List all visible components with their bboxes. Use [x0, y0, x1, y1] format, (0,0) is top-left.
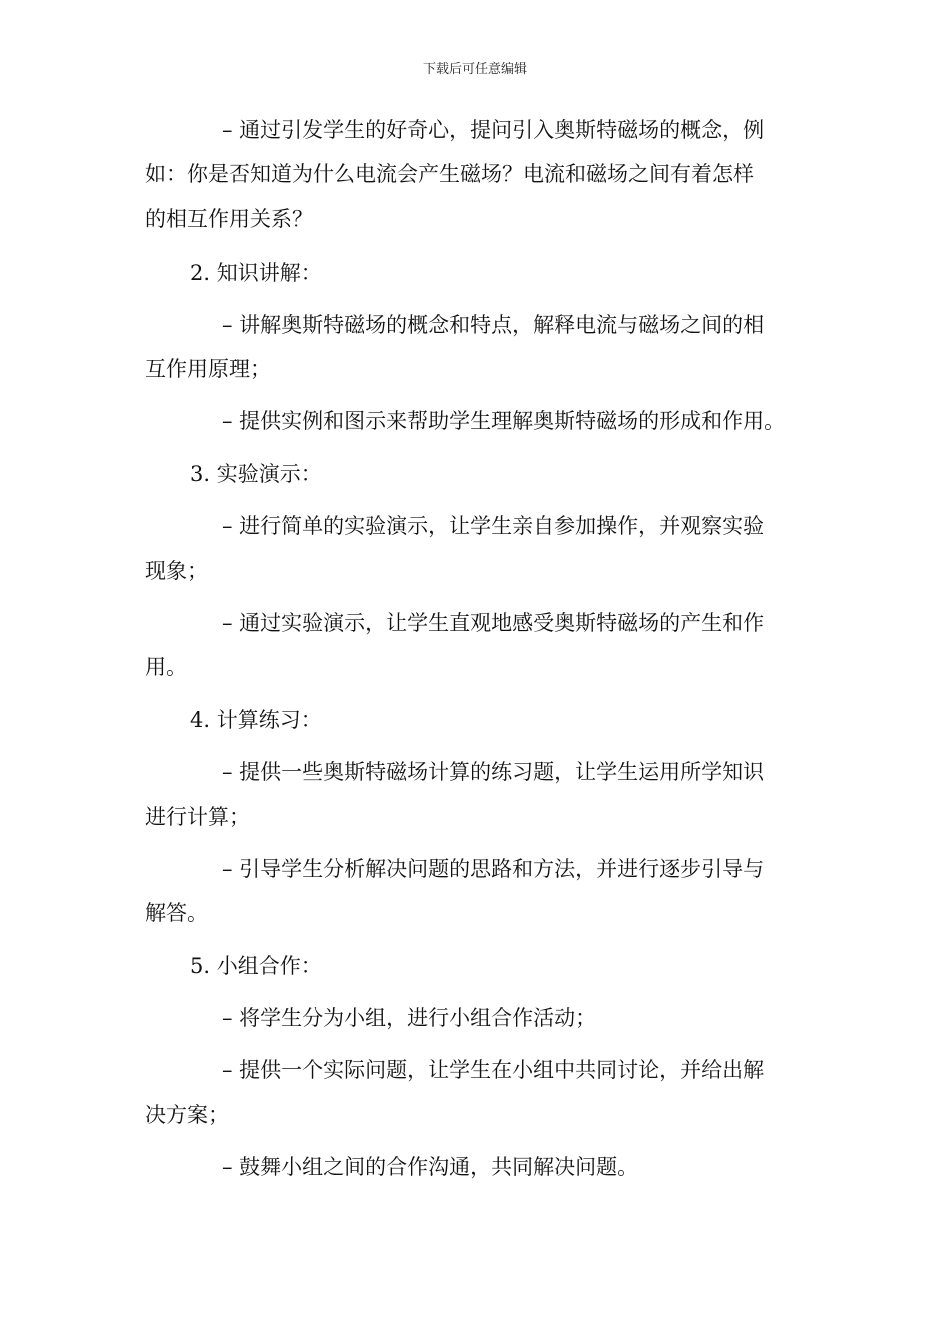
section-3-title: 3. 实验演示： [190, 462, 322, 486]
section-4-bullet-1-line-1: – 提供一些奥斯特磁场计算的练习题，让学生运用所学知识 [222, 760, 765, 784]
section-5-bullet-1-line-1: – 将学生分为小组，进行小组合作活动； [222, 1006, 597, 1030]
section-4-bullet-1-line-2: 进行计算； [145, 805, 250, 829]
section-4-bullet-2-line-2: 解答。 [145, 901, 208, 925]
section-5-bullet-3-line-1: – 鼓舞小组之间的合作沟通，共同解决问题。 [222, 1155, 639, 1179]
section-5-title: 5. 小组合作： [190, 954, 322, 978]
section-3-bullet-2-line-1: – 通过实验演示，让学生直观地感受奥斯特磁场的产生和作 [222, 611, 765, 635]
section-3-bullet-2-line-2: 用。 [145, 655, 187, 679]
intro-line-3: 的相互作用关系？ [145, 207, 313, 231]
intro-line-2: 如：你是否知道为什么电流会产生磁场？电流和磁场之间有着怎样 [145, 162, 754, 186]
section-3-bullet-1-line-1: – 进行简单的实验演示，让学生亲自参加操作，并观察实验 [222, 514, 765, 538]
section-5-bullet-2-line-1: – 提供一个实际问题，让学生在小组中共同讨论，并给出解 [222, 1058, 765, 1082]
section-4-bullet-2-line-1: – 引导学生分析解决问题的思路和方法，并进行逐步引导与 [222, 857, 765, 881]
section-2-title: 2. 知识讲解： [190, 261, 322, 285]
section-2-bullet-2-line-1: – 提供实例和图示来帮助学生理解奥斯特磁场的形成和作用。 [222, 409, 786, 433]
section-5-bullet-2-line-2: 决方案； [145, 1103, 229, 1127]
intro-line-1: – 通过引发学生的好奇心，提问引入奥斯特磁场的概念，例 [222, 118, 765, 142]
header-note: 下载后可任意编辑 [422, 62, 527, 77]
section-2-bullet-1-line-1: – 讲解奥斯特磁场的概念和特点，解释电流与磁场之间的相 [222, 313, 765, 337]
section-4-title: 4. 计算练习： [190, 708, 322, 732]
section-3-bullet-1-line-2: 现象； [145, 559, 208, 583]
section-2-bullet-1-line-2: 互作用原理； [145, 357, 271, 381]
